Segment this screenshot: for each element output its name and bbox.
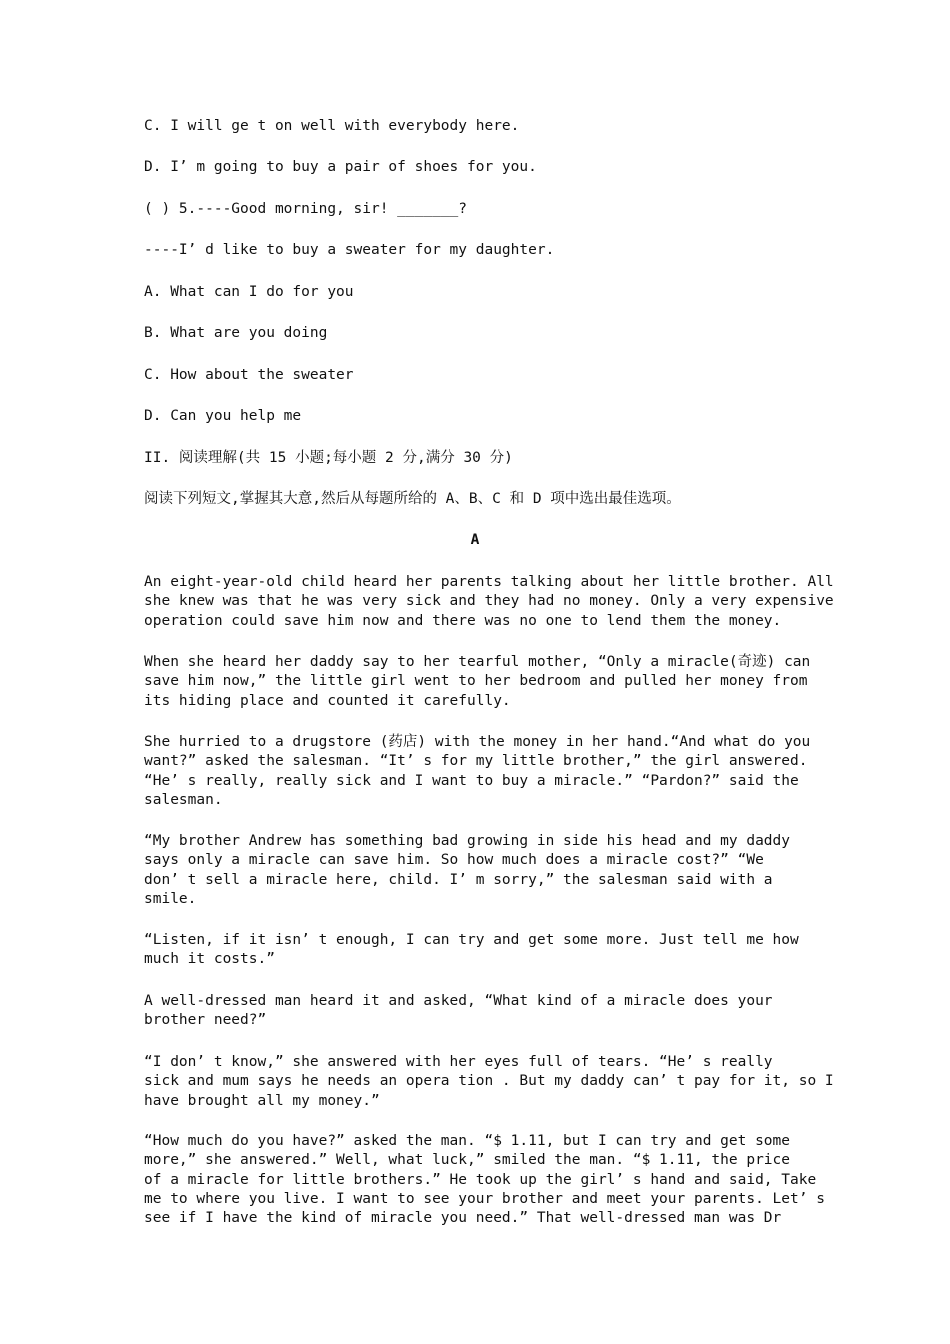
passage-line: want?” asked the salesman. “It’ s for my little brother,” the girl answered. — [144, 753, 808, 770]
q5-option-a: A. What can I do for you — [144, 284, 354, 300]
passage-line: me to where you live. I want to see your brother and meet your parents. Let’ s — [144, 1190, 825, 1207]
passage-line: She hurried to a drugstore (药店) with the money in her hand.“And what do you — [144, 734, 811, 750]
q4-option-d: D. I’ m going to buy a pair of shoes for you. — [144, 159, 537, 175]
passage-line: An eight-year-old child heard her parents talking about her little brother. All — [144, 574, 834, 590]
passage-line: “How much do you have?” asked the man. “$ 1.11, but I can try and get some — [144, 1133, 791, 1149]
passage-line: “My brother Andrew has something bad growing in side his head and my daddy — [144, 833, 791, 849]
q5-reply: ----I’ d like to buy a sweater for my daughter. — [144, 242, 555, 258]
passage-label: A — [470, 532, 480, 548]
passage-line: save him now,” the little girl went to her bedroom and pulled her money from — [144, 673, 808, 690]
passage-paragraph-3 — [144, 733, 812, 810]
passage-paragraph-7 — [144, 1053, 834, 1111]
passage-paragraph-6 — [144, 992, 812, 1031]
passage-line: operation could save him now and there was no one to lend them the money. — [144, 612, 782, 629]
passage-line: salesman. — [144, 791, 223, 808]
passage-line: sick and mum says he needs an opera tion . But my daddy can’ t pay for it, so I — [144, 1073, 834, 1090]
q5-option-c: C. How about the sweater — [144, 367, 354, 383]
passage-line: have brought all my money.” — [144, 1092, 380, 1109]
passage-line: says only a miracle can save him. So how much does a miracle cost?” “We — [144, 852, 764, 869]
q5-option-d: D. Can you help me — [144, 408, 302, 424]
passage-line: see if I have the kind of miracle you need.” That well-dressed man was Dr — [144, 1210, 782, 1227]
passage-line: its hiding place and counted it carefully. — [144, 692, 511, 709]
q4-option-c: C. I will ge t on well with everybody here. — [144, 118, 520, 134]
q5-option-b: B. What are you doing — [144, 325, 328, 341]
passage-paragraph-8 — [144, 1132, 825, 1228]
section-heading: II. 阅读理解(共 15 小题;每小题 2 分,满分 30 分) — [144, 450, 513, 466]
passage-line: much it costs.” — [144, 951, 275, 968]
passage-line: more,” she answered.” Well, what luck,” smiled the man. “$ 1.11, the price — [144, 1152, 791, 1169]
passage-line: “Listen, if it isn’ t enough, I can try and get some more. Just tell me how — [144, 932, 799, 948]
passage-paragraph-5 — [144, 931, 812, 970]
passage-line: brother need?” — [144, 1012, 267, 1029]
passage-line: don’ t sell a miracle here, child. I’ m sorry,” the salesman said with a — [144, 871, 773, 888]
passage-line: smile. — [144, 890, 197, 907]
passage-line: A well-dressed man heard it and asked, “What kind of a miracle does your — [144, 993, 773, 1009]
passage-line: “He’ s really, really sick and I want to buy a miracle.” “Pardon?” said the — [144, 772, 799, 789]
passage-line: When she heard her daddy say to her tearful mother, “Only a miracle(奇迹) can — [144, 654, 811, 670]
q5-prompt: ( ) 5.----Good morning, sir! _______? — [144, 201, 468, 217]
passage-paragraph-1 — [144, 573, 834, 631]
section-instructions: 阅读下列短文,掌握其大意,然后从每题所给的 A、B、C 和 D 项中选出最佳选项。 — [144, 491, 681, 507]
passage-line: “I don’ t know,” she answered with her eyes full of tears. “He’ s really — [144, 1054, 773, 1070]
passage-line: of a miracle for little brothers.” He took up the girl’ s hand and said, Take — [144, 1171, 817, 1188]
passage-paragraph-4 — [144, 832, 812, 909]
passage-line: she knew was that he was very sick and they had no money. Only a very expensive — [144, 593, 834, 610]
passage-paragraph-2 — [144, 653, 812, 711]
